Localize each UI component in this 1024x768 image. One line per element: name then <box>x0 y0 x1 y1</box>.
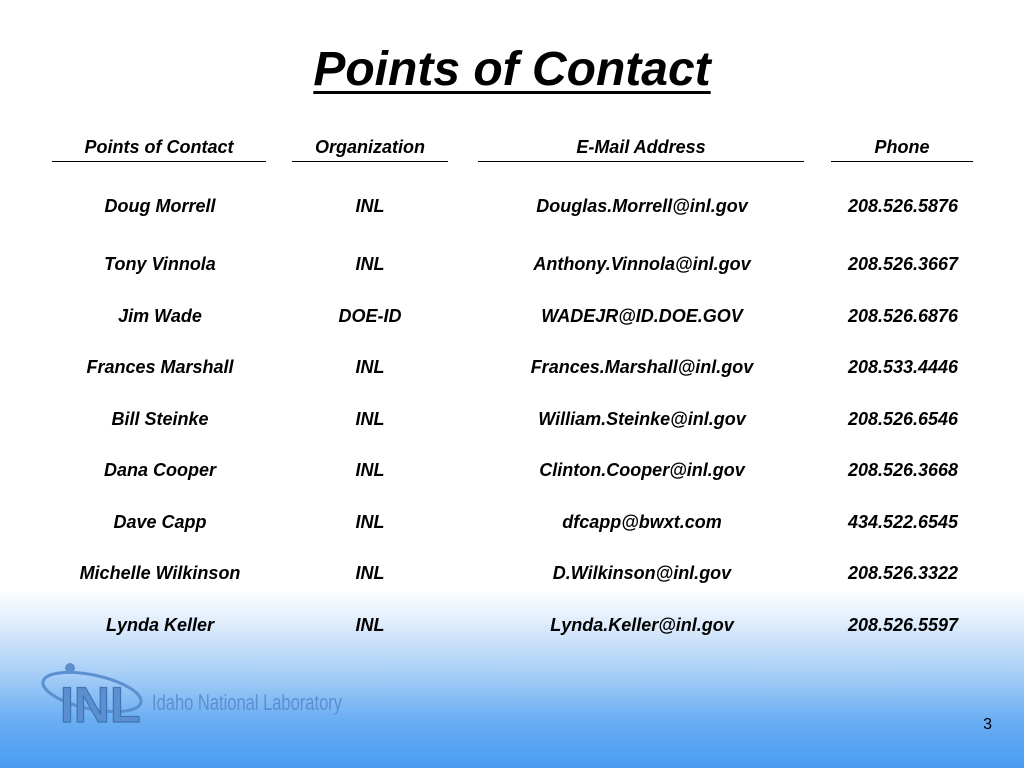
contact-organization: INL <box>355 254 385 274</box>
contact-organization: INL <box>355 563 385 583</box>
logo-dot <box>65 663 75 673</box>
contact-name: Tony Vinnola <box>104 254 216 274</box>
logo-text: Idaho National Laboratory <box>152 690 342 715</box>
contact-organization: INL <box>355 196 385 216</box>
contact-phone: 208.526.3668 <box>847 460 959 480</box>
page-number: 3 <box>983 716 992 733</box>
contact-organization: INL <box>355 512 385 532</box>
contact-email[interactable]: Anthony.Vinnola@inl.gov <box>533 254 751 274</box>
contact-phone: 434.522.6545 <box>847 512 959 532</box>
contact-name: Dave Capp <box>113 512 207 532</box>
header-phone: Phone <box>831 136 973 162</box>
contact-phone: 208.526.5876 <box>847 196 959 216</box>
contact-name: Doug Morrell <box>104 196 216 216</box>
contact-organization: DOE-ID <box>338 306 402 326</box>
slide-title-text: Points of Contact <box>313 43 711 96</box>
contact-name: Dana Cooper <box>103 460 217 480</box>
contact-name: Frances Marshall <box>86 357 234 377</box>
contact-name: Jim Wade <box>118 306 202 326</box>
contact-organization: INL <box>355 357 385 377</box>
contact-organization: INL <box>355 460 385 480</box>
contact-email[interactable]: dfcapp@bwxt.com <box>562 512 722 532</box>
contact-name: Lynda Keller <box>105 615 215 635</box>
contact-email[interactable]: Lynda.Keller@inl.gov <box>550 615 734 635</box>
contact-phone: 208.526.3322 <box>847 563 959 583</box>
contact-name: Bill Steinke <box>111 409 209 429</box>
contact-organization: INL <box>355 615 385 635</box>
contact-name: Michelle Wilkinson <box>79 563 241 583</box>
contact-organization: INL <box>355 409 385 429</box>
contact-email[interactable]: Frances.Marshall@inl.gov <box>530 357 754 377</box>
contact-phone: 208.533.4446 <box>847 357 959 377</box>
contact-email[interactable]: D.Wilkinson@inl.gov <box>552 563 732 583</box>
contact-email[interactable]: Clinton.Cooper@inl.gov <box>539 460 745 480</box>
contact-email[interactable]: WADEJR@ID.DOE.GOV <box>541 306 743 326</box>
contact-email[interactable]: William.Steinke@inl.gov <box>538 409 746 429</box>
header-points-of-contact: Points of Contact <box>52 136 266 162</box>
contact-phone: 208.526.5597 <box>847 615 959 635</box>
contact-phone: 208.526.6546 <box>847 409 959 429</box>
slide-title <box>0 38 1024 102</box>
contact-phone: 208.526.3667 <box>847 254 959 274</box>
inl-logo-icon <box>40 660 360 733</box>
header-email-address: E-Mail Address <box>478 136 804 162</box>
contact-email[interactable]: Douglas.Morrell@inl.gov <box>536 196 748 216</box>
header-organization: Organization <box>292 136 448 162</box>
contact-phone: 208.526.6876 <box>847 306 959 326</box>
logo-mark: INL <box>60 677 141 733</box>
